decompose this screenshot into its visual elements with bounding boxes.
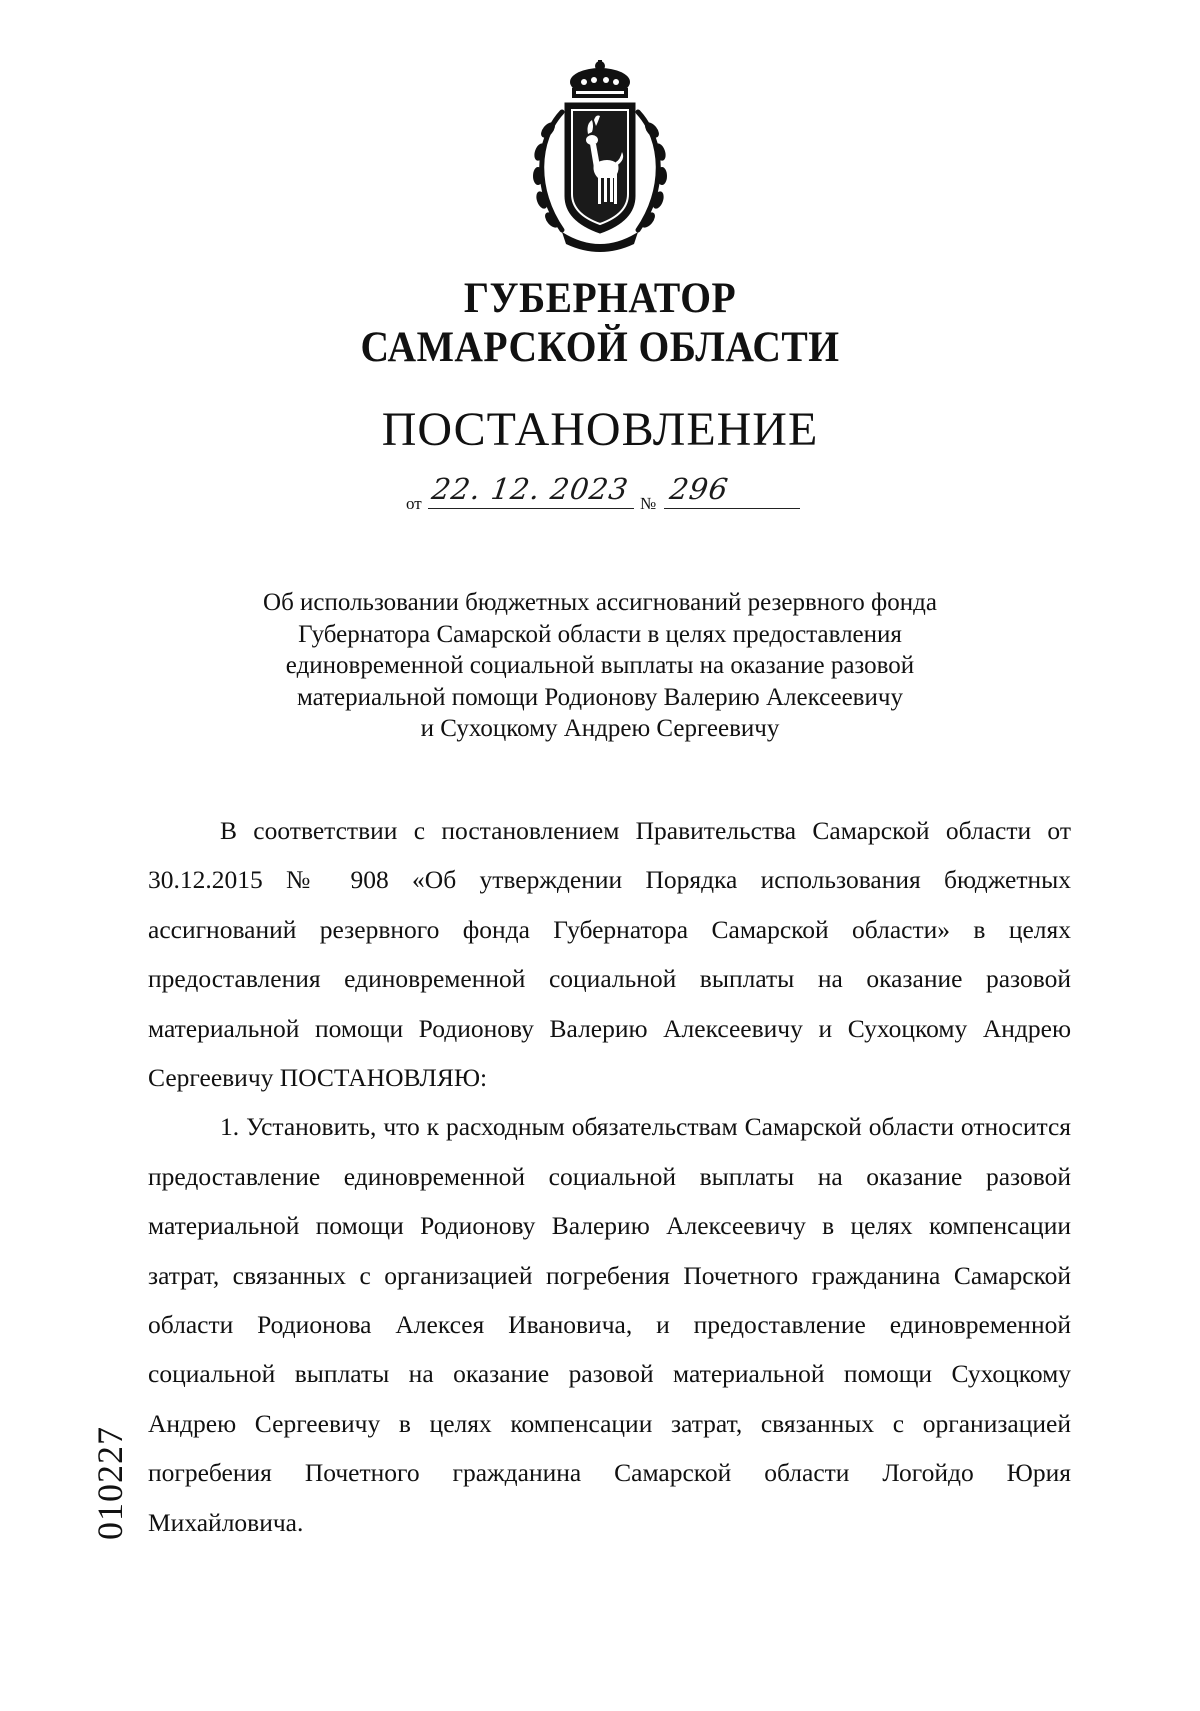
body-paragraph-preamble: В соответствии с постановлением Правительства Самарской области от 30.12.2015 № 908 «Об утверждении Порядка использования бюджетных ассигнований резервного фонда Губернатора Самарской области» в целях предоставления единовременной социальной выплаты на оказание разовой материальной помощи Родионову Валерию Алексеевичу и Сухоцкому Андрею Сергеевичу ПОСТАНОВЛЯЮ: [148,816,1071,1093]
authority-title-line-1: ГУБЕРНАТОР [463,275,737,322]
subject-line: и Сухоцкому Андрею Сергеевичу [420,715,780,742]
date-underline [428,508,634,509]
authority-title-line-2: САМАРСКОЙ ОБЛАСТИ [360,324,840,371]
document-type-title: ПОСТАНОВЛЕНИЕ [381,403,819,456]
form-serial-number: 010227 [90,1426,130,1540]
registration-line [0,472,1200,512]
subject-line: Губернатора Самарской области в целях предоставления [298,620,902,648]
coat-of-arms-emblem [522,60,678,260]
subject-line: единовременной социальной выплаты на оказание разовой [285,652,915,679]
document-body [148,806,1071,1547]
body-paragraph-item-1: 1. Установить, что к расходным обязательствам Самарской области относится предоставление единовременной социальной выплаты на оказание разовой материальной помощи Родионову Валерию Алексеевичу в целях компенсации затрат, связанных с организацией погребения Почетного гражданина Самарской области Родионова Алексея Ивановича, и предоставление единовременной социальной выплаты на оказание разовой материальной помощи Сухоцкому Андрею Сергеевичу в целях компенсации затрат, связанных с организацией погребения Почетного гражданина Самарской области Логойдо Юрия Михайловича. [148,1112,1071,1537]
number-underline [664,508,800,509]
handwritten-date: 22. 12. 2023 [429,472,631,506]
handwritten-number: 296 [667,472,731,506]
document-subject [180,587,1020,745]
date-prefix: от [406,494,422,513]
number-prefix: № [640,494,657,513]
subject-line: материальной помощи Родионову Валерию Алексеевичу [297,683,903,711]
subject-line: Об использовании бюджетных ассигнований резервного фонда [263,589,937,616]
